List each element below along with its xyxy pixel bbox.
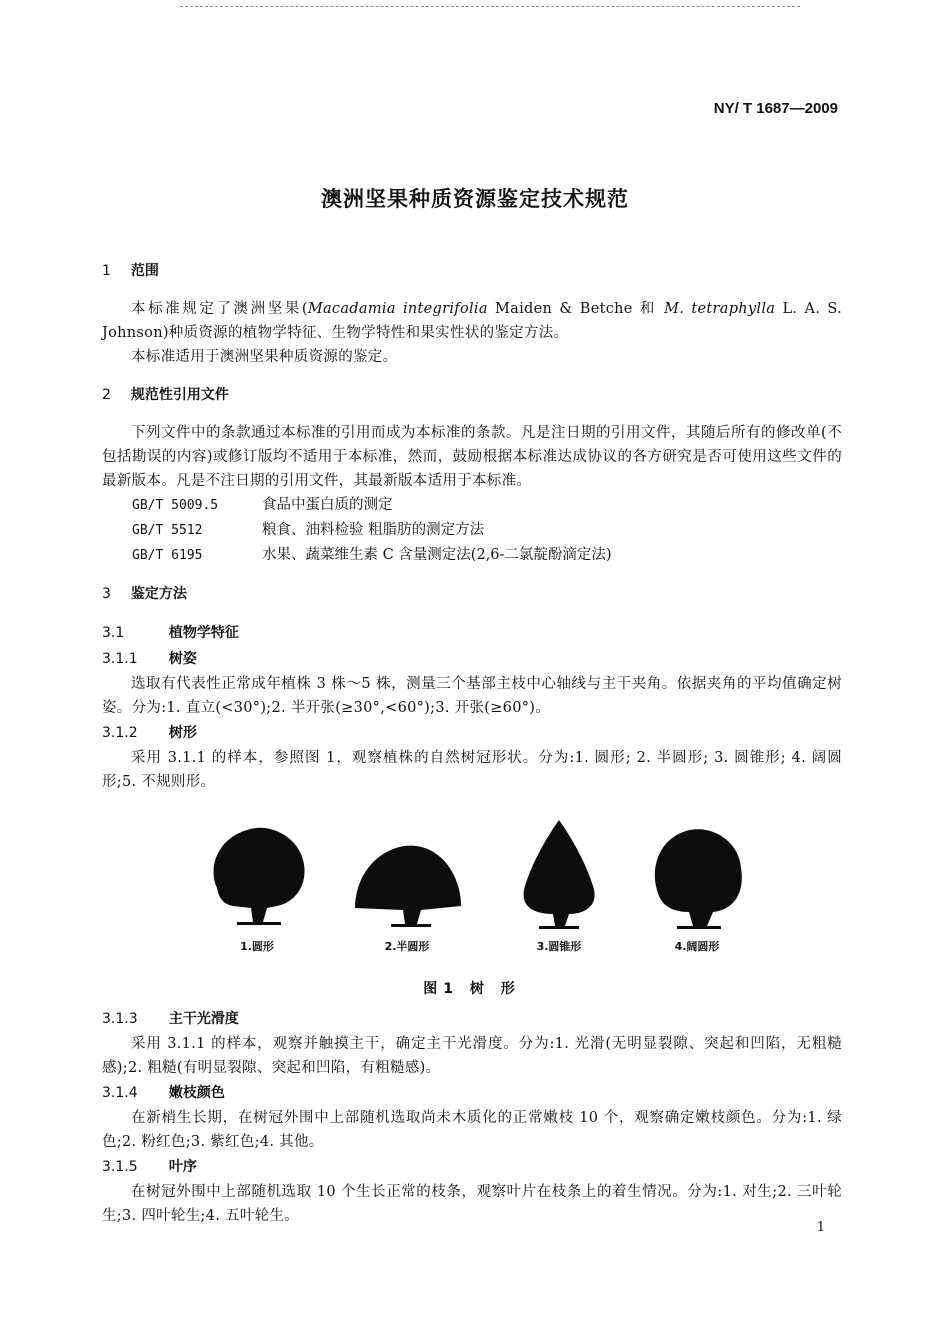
page-number: 1	[816, 1220, 825, 1235]
section-3-1-3-heading: 3.1.3 主干光滑度	[102, 1011, 239, 1027]
reference-item: GB/T 6195 水果、蔬菜维生素 C 含量测定法(2,6-二氯靛酚滴定法)	[132, 547, 612, 563]
tree-shape-paragraph: 采用 3.1.1 的样本，参照图 1，观察植株的自然树冠形状。分为:1. 圆形; 2. 半圆形; 3. 圆锥形; 4. 阔圆形;5. 不规则形。	[102, 750, 842, 790]
cone-tree-icon	[499, 816, 619, 936]
section-3-1-2-heading: 3.1.2 树形	[102, 725, 197, 741]
section-3-1-heading: 3.1 植物学特征	[102, 625, 239, 641]
reference-item: GB/T 5009.5 食品中蛋白质的测定	[132, 497, 393, 513]
figure-caption: 4.阔圆形	[674, 940, 720, 953]
references-paragraph: 下列文件中的条款通过本标准的引用而成为本标准的条款。凡是注日期的引用文件，其随后所有的修改单(不包括勘误的内容)或修订版均不适用于本标准，然而，鼓励根据本标准达成协议的各方研究是否可使用这些文件的最新版本。凡是不注日期的引用文件，其最新版本适用于本标准。	[102, 425, 842, 489]
broad-round-tree-icon	[637, 816, 757, 936]
section-3-1-5-heading: 3.1.5 叶序	[102, 1159, 197, 1175]
section-1-heading	[102, 255, 842, 287]
section-3-heading: 3 鉴定方法	[102, 586, 187, 602]
figure-1-tree-shapes	[102, 816, 842, 1006]
semicircle-tree-icon	[347, 816, 467, 936]
section-title: 范围	[130, 263, 159, 279]
scan-top-line	[180, 6, 800, 7]
standard-number: NY/ T 1687—2009	[713, 100, 838, 117]
tree-cone	[494, 816, 624, 954]
document-body	[102, 255, 842, 1228]
tree-posture-paragraph: 选取有代表性正常成年植株 3 株～5 株，测量三个基部主枝中心轴线与主干夹角。依据夹角的平均值确定树姿。分为:1. 直立(<30°);2. 半开张(≥30°,<60°);3. 开张(≥60°)。	[102, 676, 842, 716]
section-number: 1	[102, 263, 111, 279]
phyllotaxy-paragraph: 在树冠外围中上部随机选取 10 个生长正常的枝条，观察叶片在枝条上的着生情况。分为:1. 对生;2. 三叶轮生;3. 四叶轮生;4. 五叶轮生。	[102, 1184, 842, 1224]
document-title: 澳洲坚果种质资源鉴定技术规范	[321, 187, 629, 211]
twig-color-paragraph: 在新梢生长期，在树冠外围中上部随机选取尚未木质化的正常嫩枝 10 个，观察确定嫩枝颜色。分为:1. 绿色;2. 粉红色;3. 紫红色;4. 其他。	[102, 1110, 842, 1150]
round-tree-icon	[197, 816, 317, 936]
figure-caption: 2.半圆形	[384, 940, 430, 953]
reference-item: GB/T 5512 粮食、油料检验 粗脂肪的测定方法	[132, 522, 485, 538]
section-3-1-1-heading: 3.1.1 树姿	[102, 651, 197, 667]
scope-paragraph-2: 本标准适用于澳洲坚果种质资源的鉴定。	[131, 349, 398, 365]
figure-caption: 1.圆形	[240, 940, 274, 953]
tree-broad-round	[632, 816, 762, 954]
scope-paragraph-1: 本标准规定了澳洲坚果(Macadamia integrifolia Maiden & Betche 和 M. tetraphylla L. A. S. Johnson)种质资源的植物学特征、生物学特性和果实性状的鉴定方法。	[102, 301, 842, 341]
trunk-smoothness-paragraph: 采用 3.1.1 的样本，观察并触摸主干，确定主干光滑度。分为:1. 光滑(无明显裂隙、突起和凹陷，无粗糙感);2. 粗糙(有明显裂隙、突起和凹陷，有粗糙感)。	[102, 1036, 842, 1076]
figure-caption: 3.圆锥形	[536, 940, 582, 953]
section-3-1-4-heading: 3.1.4 嫩枝颜色	[102, 1085, 225, 1101]
tree-round	[192, 816, 322, 954]
figure-title: 图1 树 形	[423, 981, 521, 997]
section-2-heading: 2 规范性引用文件	[102, 387, 229, 403]
tree-semicircle	[342, 816, 472, 954]
